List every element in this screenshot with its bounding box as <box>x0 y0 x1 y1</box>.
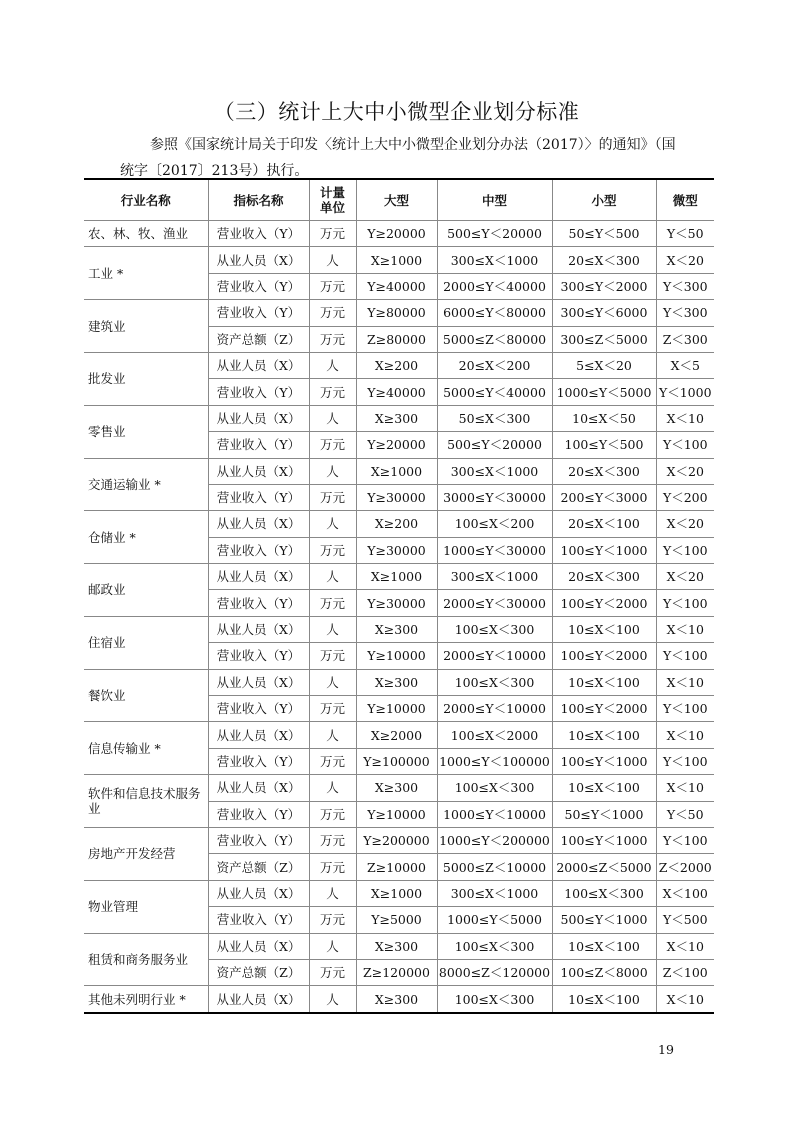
micro-cell: Y＜100 <box>656 643 714 669</box>
unit-cell: 万元 <box>309 484 356 510</box>
header-small: 小型 <box>552 179 656 221</box>
indicator-cell: 营业收入（Y） <box>208 643 309 669</box>
industry-name-cell: 信息传输业 * <box>84 722 208 775</box>
table-row <box>84 986 714 1013</box>
indicator-cell: 营业收入（Y） <box>208 907 309 933</box>
medium-cell: 300≤X＜1000 <box>437 880 552 906</box>
medium-cell: 2000≤Y＜10000 <box>437 643 552 669</box>
header-large: 大型 <box>356 179 437 221</box>
industry-name-cell: 农、林、牧、渔业 <box>84 221 208 247</box>
large-cell: Z≥80000 <box>356 326 437 352</box>
header-unit <box>309 179 356 221</box>
micro-cell: Y＜100 <box>656 696 714 722</box>
industry-name-cell: 软件和信息技术服务业 <box>84 775 208 828</box>
small-cell: 10≤X＜100 <box>552 669 656 695</box>
micro-cell: X＜20 <box>656 564 714 590</box>
medium-cell: 1000≤Y＜200000 <box>437 827 552 853</box>
micro-cell: X＜10 <box>656 616 714 642</box>
unit-cell: 万元 <box>309 326 356 352</box>
micro-cell: Z＜300 <box>656 326 714 352</box>
small-cell: 20≤X＜100 <box>552 511 656 537</box>
large-cell: Z≥120000 <box>356 959 437 985</box>
micro-cell: Y＜500 <box>656 907 714 933</box>
table-row <box>84 511 714 537</box>
indicator-cell: 从业人员（X） <box>208 986 309 1013</box>
unit-cell: 万元 <box>309 959 356 985</box>
small-cell: 500≤Y＜1000 <box>552 907 656 933</box>
medium-cell: 20≤X＜200 <box>437 352 552 378</box>
indicator-cell: 营业收入（Y） <box>208 748 309 774</box>
indicator-cell: 营业收入（Y） <box>208 273 309 299</box>
unit-cell: 万元 <box>309 854 356 880</box>
indicator-cell: 从业人员（X） <box>208 511 309 537</box>
industry-name-cell: 租赁和商务服务业 <box>84 933 208 986</box>
header-unit-line2: 单位 <box>319 200 345 215</box>
medium-cell: 100≤X＜2000 <box>437 722 552 748</box>
indicator-cell: 营业收入（Y） <box>208 432 309 458</box>
indicator-cell: 营业收入（Y） <box>208 221 309 247</box>
small-cell: 20≤X＜300 <box>552 247 656 273</box>
large-cell: X≥300 <box>356 669 437 695</box>
unit-cell: 万元 <box>309 643 356 669</box>
table-row <box>84 221 714 247</box>
small-cell: 100≤Y＜2000 <box>552 643 656 669</box>
medium-cell: 6000≤Y＜80000 <box>437 300 552 326</box>
small-cell: 50≤Y＜500 <box>552 221 656 247</box>
unit-cell: 人 <box>309 933 356 959</box>
unit-cell: 万元 <box>309 696 356 722</box>
industry-name-cell: 批发业 <box>84 352 208 405</box>
indicator-cell: 营业收入（Y） <box>208 379 309 405</box>
unit-cell: 人 <box>309 880 356 906</box>
micro-cell: Y＜50 <box>656 801 714 827</box>
small-cell: 300≤Y＜6000 <box>552 300 656 326</box>
table-row <box>84 827 714 853</box>
table-row <box>84 616 714 642</box>
table-row <box>84 775 714 801</box>
large-cell: Y≥20000 <box>356 432 437 458</box>
header-indicator: 指标名称 <box>208 179 309 221</box>
medium-cell: 100≤X＜300 <box>437 986 552 1013</box>
large-cell: X≥1000 <box>356 247 437 273</box>
medium-cell: 1000≤Y＜30000 <box>437 537 552 563</box>
micro-cell: X＜10 <box>656 775 714 801</box>
indicator-cell: 从业人员（X） <box>208 564 309 590</box>
large-cell: Y≥200000 <box>356 827 437 853</box>
micro-cell: Y＜100 <box>656 590 714 616</box>
small-cell: 300≤Y＜2000 <box>552 273 656 299</box>
micro-cell: Y＜100 <box>656 748 714 774</box>
table-row <box>84 722 714 748</box>
unit-cell: 万元 <box>309 590 356 616</box>
large-cell: X≥300 <box>356 775 437 801</box>
medium-cell: 100≤X＜200 <box>437 511 552 537</box>
intro-line-2: 统字〔2017〕213号）执行。 <box>120 163 309 179</box>
industry-name-cell: 住宿业 <box>84 616 208 669</box>
unit-cell: 人 <box>309 458 356 484</box>
large-cell: Z≥10000 <box>356 854 437 880</box>
small-cell: 10≤X＜100 <box>552 986 656 1013</box>
table-row <box>84 352 714 378</box>
industry-name-cell: 工业 * <box>84 247 208 300</box>
unit-cell: 人 <box>309 616 356 642</box>
small-cell: 10≤X＜50 <box>552 405 656 431</box>
medium-cell: 5000≤Y＜40000 <box>437 379 552 405</box>
small-cell: 100≤Y＜1000 <box>552 827 656 853</box>
micro-cell: X＜20 <box>656 458 714 484</box>
medium-cell: 300≤X＜1000 <box>437 564 552 590</box>
indicator-cell: 营业收入（Y） <box>208 300 309 326</box>
micro-cell: X＜10 <box>656 669 714 695</box>
header-industry: 行业名称 <box>84 179 208 221</box>
micro-cell: Y＜300 <box>656 273 714 299</box>
indicator-cell: 从业人员（X） <box>208 880 309 906</box>
table-body <box>84 221 714 1013</box>
large-cell: X≥300 <box>356 933 437 959</box>
unit-cell: 人 <box>309 722 356 748</box>
industry-name-cell: 零售业 <box>84 405 208 458</box>
small-cell: 100≤X＜300 <box>552 880 656 906</box>
large-cell: X≥1000 <box>356 458 437 484</box>
large-cell: Y≥40000 <box>356 273 437 299</box>
large-cell: X≥300 <box>356 405 437 431</box>
indicator-cell: 营业收入（Y） <box>208 537 309 563</box>
indicator-cell: 从业人员（X） <box>208 458 309 484</box>
indicator-cell: 营业收入（Y） <box>208 696 309 722</box>
unit-cell: 人 <box>309 669 356 695</box>
large-cell: Y≥30000 <box>356 590 437 616</box>
medium-cell: 2000≤Y＜30000 <box>437 590 552 616</box>
large-cell: Y≥20000 <box>356 221 437 247</box>
micro-cell: Y＜300 <box>656 300 714 326</box>
large-cell: Y≥10000 <box>356 643 437 669</box>
large-cell: X≥200 <box>356 352 437 378</box>
industry-name-cell: 物业管理 <box>84 880 208 933</box>
unit-cell: 万元 <box>309 379 356 405</box>
indicator-cell: 营业收入（Y） <box>208 590 309 616</box>
medium-cell: 1000≤Y＜10000 <box>437 801 552 827</box>
medium-cell: 500≤Y＜20000 <box>437 221 552 247</box>
micro-cell: X＜20 <box>656 511 714 537</box>
unit-cell: 人 <box>309 775 356 801</box>
indicator-cell: 资产总额（Z） <box>208 959 309 985</box>
indicator-cell: 营业收入（Y） <box>208 827 309 853</box>
industry-name-cell: 交通运输业 * <box>84 458 208 511</box>
table-row <box>84 564 714 590</box>
medium-cell: 5000≤Z＜80000 <box>437 326 552 352</box>
small-cell: 10≤X＜100 <box>552 775 656 801</box>
unit-cell: 万元 <box>309 907 356 933</box>
medium-cell: 2000≤Y＜40000 <box>437 273 552 299</box>
micro-cell: Y＜200 <box>656 484 714 510</box>
indicator-cell: 从业人员（X） <box>208 933 309 959</box>
industry-name-cell: 仓储业 * <box>84 511 208 564</box>
indicator-cell: 从业人员（X） <box>208 352 309 378</box>
industry-name-cell: 餐饮业 <box>84 669 208 722</box>
small-cell: 200≤Y＜3000 <box>552 484 656 510</box>
indicator-cell: 从业人员（X） <box>208 775 309 801</box>
large-cell: Y≥30000 <box>356 484 437 510</box>
medium-cell: 8000≤Z＜120000 <box>437 959 552 985</box>
medium-cell: 1000≤Y＜100000 <box>437 748 552 774</box>
small-cell: 100≤Y＜1000 <box>552 537 656 563</box>
small-cell: 20≤X＜300 <box>552 564 656 590</box>
table-row <box>84 880 714 906</box>
header-medium: 中型 <box>437 179 552 221</box>
small-cell: 100≤Y＜1000 <box>552 748 656 774</box>
unit-cell: 万元 <box>309 801 356 827</box>
small-cell: 5≤X＜20 <box>552 352 656 378</box>
unit-cell: 万元 <box>309 273 356 299</box>
small-cell: 10≤X＜100 <box>552 616 656 642</box>
micro-cell: Y＜1000 <box>656 379 714 405</box>
large-cell: X≥300 <box>356 616 437 642</box>
unit-cell: 人 <box>309 352 356 378</box>
unit-cell: 万元 <box>309 748 356 774</box>
unit-cell: 人 <box>309 564 356 590</box>
indicator-cell: 营业收入（Y） <box>208 801 309 827</box>
large-cell: Y≥10000 <box>356 801 437 827</box>
indicator-cell: 从业人员（X） <box>208 669 309 695</box>
unit-cell: 人 <box>309 986 356 1013</box>
small-cell: 10≤X＜100 <box>552 722 656 748</box>
small-cell: 100≤Y＜500 <box>552 432 656 458</box>
industry-name-cell: 其他未列明行业 * <box>84 986 208 1013</box>
unit-cell: 万元 <box>309 300 356 326</box>
medium-cell: 1000≤Y＜5000 <box>437 907 552 933</box>
large-cell: X≥2000 <box>356 722 437 748</box>
unit-cell: 万元 <box>309 827 356 853</box>
small-cell: 100≤Y＜2000 <box>552 590 656 616</box>
medium-cell: 300≤X＜1000 <box>437 247 552 273</box>
large-cell: Y≥40000 <box>356 379 437 405</box>
small-cell: 100≤Y＜2000 <box>552 696 656 722</box>
indicator-cell: 资产总额（Z） <box>208 854 309 880</box>
small-cell: 2000≤Z＜5000 <box>552 854 656 880</box>
medium-cell: 100≤X＜300 <box>437 669 552 695</box>
micro-cell: Z＜2000 <box>656 854 714 880</box>
medium-cell: 500≤Y＜20000 <box>437 432 552 458</box>
unit-cell: 人 <box>309 247 356 273</box>
unit-cell: 人 <box>309 405 356 431</box>
large-cell: X≥1000 <box>356 564 437 590</box>
table-row <box>84 405 714 431</box>
unit-cell: 万元 <box>309 221 356 247</box>
small-cell: 300≤Z＜5000 <box>552 326 656 352</box>
indicator-cell: 从业人员（X） <box>208 247 309 273</box>
micro-cell: X＜20 <box>656 247 714 273</box>
micro-cell: X＜10 <box>656 986 714 1013</box>
unit-cell: 人 <box>309 511 356 537</box>
header-micro: 微型 <box>656 179 714 221</box>
small-cell: 50≤Y＜1000 <box>552 801 656 827</box>
medium-cell: 100≤X＜300 <box>437 933 552 959</box>
indicator-cell: 从业人员（X） <box>208 722 309 748</box>
large-cell: X≥300 <box>356 986 437 1013</box>
large-cell: Y≥30000 <box>356 537 437 563</box>
unit-cell: 万元 <box>309 432 356 458</box>
large-cell: X≥200 <box>356 511 437 537</box>
unit-cell: 万元 <box>309 537 356 563</box>
page-number: 19 <box>658 1042 674 1057</box>
micro-cell: Z＜100 <box>656 959 714 985</box>
table-row <box>84 933 714 959</box>
micro-cell: X＜100 <box>656 880 714 906</box>
micro-cell: Y＜100 <box>656 827 714 853</box>
small-cell: 1000≤Y＜5000 <box>552 379 656 405</box>
enterprise-size-table <box>84 178 714 1014</box>
small-cell: 20≤X＜300 <box>552 458 656 484</box>
micro-cell: Y＜100 <box>656 537 714 563</box>
medium-cell: 3000≤Y＜30000 <box>437 484 552 510</box>
medium-cell: 100≤X＜300 <box>437 775 552 801</box>
large-cell: Y≥10000 <box>356 696 437 722</box>
page-title: （三）统计上大中小微型企业划分标准 <box>213 100 580 124</box>
indicator-cell: 营业收入（Y） <box>208 484 309 510</box>
micro-cell: Y＜100 <box>656 432 714 458</box>
table-row <box>84 669 714 695</box>
industry-name-cell: 邮政业 <box>84 564 208 617</box>
micro-cell: X＜10 <box>656 722 714 748</box>
medium-cell: 5000≤Z＜10000 <box>437 854 552 880</box>
indicator-cell: 资产总额（Z） <box>208 326 309 352</box>
indicator-cell: 从业人员（X） <box>208 616 309 642</box>
industry-name-cell: 建筑业 <box>84 300 208 353</box>
table-row <box>84 458 714 484</box>
medium-cell: 100≤X＜300 <box>437 616 552 642</box>
table-header-row <box>84 179 714 221</box>
large-cell: Y≥5000 <box>356 907 437 933</box>
micro-cell: X＜5 <box>656 352 714 378</box>
intro-line-1: 参照《国家统计局关于印发〈统计上大中小微型企业划分办法（2017）〉的通知》（国 <box>150 137 676 153</box>
table-row <box>84 300 714 326</box>
large-cell: Y≥100000 <box>356 748 437 774</box>
header-unit-line1: 计量 <box>319 185 345 200</box>
micro-cell: X＜10 <box>656 405 714 431</box>
medium-cell: 2000≤Y＜10000 <box>437 696 552 722</box>
medium-cell: 50≤X＜300 <box>437 405 552 431</box>
micro-cell: Y＜50 <box>656 221 714 247</box>
medium-cell: 300≤X＜1000 <box>437 458 552 484</box>
industry-name-cell: 房地产开发经营 <box>84 827 208 880</box>
small-cell: 100≤Z＜8000 <box>552 959 656 985</box>
large-cell: X≥1000 <box>356 880 437 906</box>
indicator-cell: 从业人员（X） <box>208 405 309 431</box>
large-cell: Y≥80000 <box>356 300 437 326</box>
small-cell: 10≤X＜100 <box>552 933 656 959</box>
table-row <box>84 247 714 273</box>
micro-cell: X＜10 <box>656 933 714 959</box>
